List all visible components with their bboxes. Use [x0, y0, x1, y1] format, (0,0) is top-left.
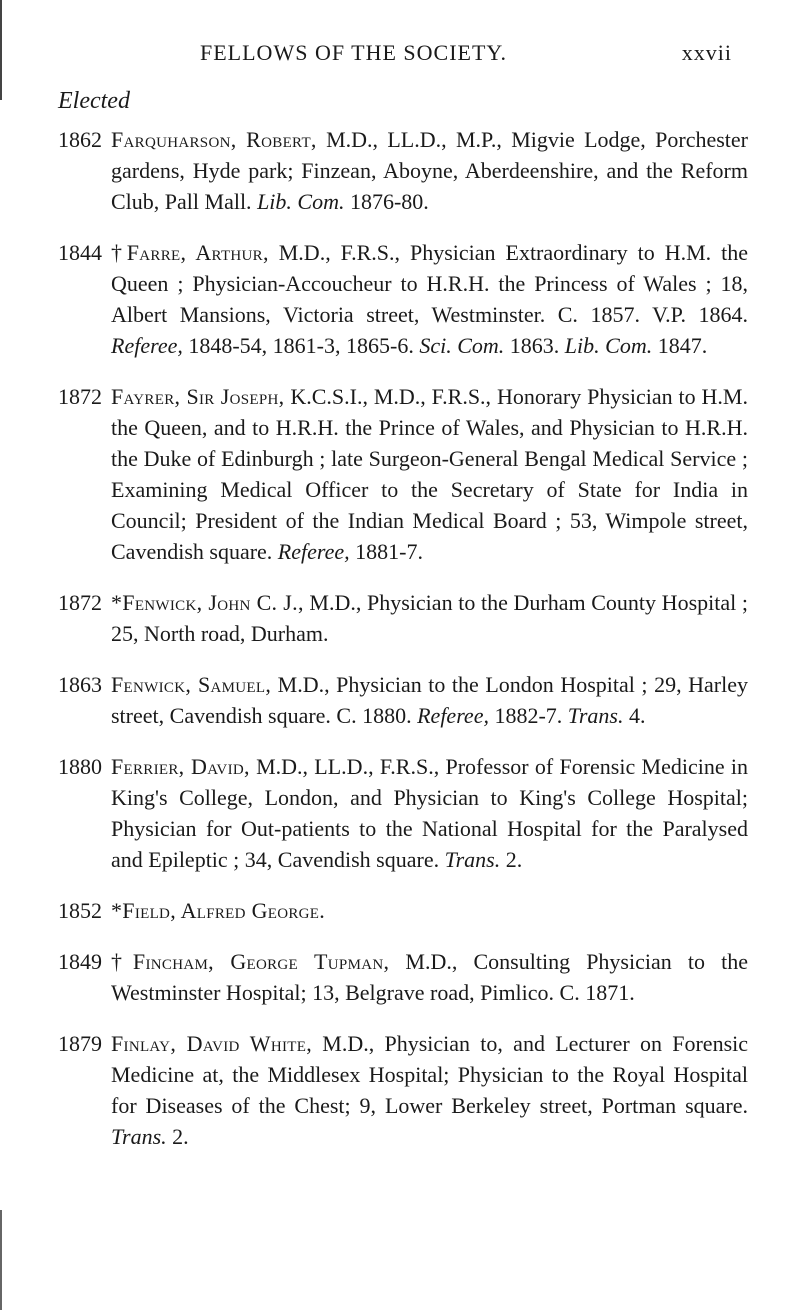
fellow-name: †Fincham, George Tupman, [111, 949, 390, 974]
entry-detail-text: M.D., Consulting Physician to the Westminster Hospital; 13, Belgrave road, Pimlico. C. 1871. [111, 949, 749, 1005]
fellow-entry [58, 587, 748, 649]
entry-detail-text: 1848-54, 1861-3, 1865-6. [182, 333, 420, 358]
header-title: FELLOWS OF THE SOCIETY. [200, 40, 507, 65]
page-number: xxvii [681, 40, 732, 65]
fellow-entry [58, 237, 748, 361]
entry-detail-text: M.D., Physician to the London Hospital ; 29, Harley street, Cavendish square. C. 1880. [111, 672, 748, 728]
entry-year: 1879 [58, 1031, 102, 1056]
entry-detail-text: M.D., LL.D., M.P., Migvie Lodge, Porchester gardens, Hyde park; Finzean, Aboyne, Aberdeenshire, and the Reform Club, Pall Mall. [111, 127, 749, 214]
entry-italic-text: Lib. Com. [257, 189, 345, 214]
entry-detail-text: 1863. [504, 333, 565, 358]
entry-text [111, 669, 748, 731]
fellow-name: Ferrier, David, [111, 754, 250, 779]
entry-detail-text: 1882-7. [488, 703, 568, 728]
entry-year: 1852 [58, 898, 102, 923]
entry-year: 1862 [58, 127, 102, 152]
entry-year: 1863 [58, 672, 102, 697]
entry-year: 1844 [58, 240, 102, 265]
fellow-name: *Field, Alfred George. [111, 898, 326, 923]
fellow-name: *Fenwick, John C. J., [111, 590, 304, 615]
fellow-name: Farquharson, Robert, [111, 127, 317, 152]
entry-year: 1872 [58, 384, 102, 409]
entry-italic-text: Trans. [444, 847, 501, 872]
fellow-entry [58, 751, 748, 875]
entry-text [111, 587, 748, 649]
entry-detail-text: 1876-80. [344, 189, 429, 214]
entry-italic-text: Referee, [111, 333, 183, 358]
elected-label: Elected [58, 88, 130, 114]
entry-year: 1849 [58, 949, 102, 974]
entry-detail-text: M.D., F.R.S., Physician Extraordinary to H.M. the Queen ; Physician-Accoucheur to H.R.H. the Princess of Wales ; 18, Albert Mansions, Victoria street, Westminster. C. 1857. V.P. 1864. [111, 240, 748, 327]
entry-text [111, 124, 748, 217]
entry-text [111, 895, 748, 926]
entry-italic-text: Trans. [111, 1124, 167, 1149]
fellows-list [58, 124, 748, 1172]
fellow-entry [58, 124, 748, 217]
entry-detail-text: M.D., Physician to, and Lecturer on Forensic Medicine at, the Middlesex Hospital; Physician to the Royal Hospital for Diseases of the Chest; 9, Lower Berkeley street, Portman square. [111, 1031, 749, 1118]
entry-italic-text: Sci. Com. [419, 333, 505, 358]
entry-year: 1880 [58, 754, 102, 779]
entry-detail-text: 1881-7. [349, 539, 423, 564]
fellow-name: Fayrer, Sir Joseph, [111, 384, 285, 409]
fellow-name: †Farre, Arthur, [111, 240, 269, 265]
entry-text [111, 237, 748, 361]
running-header [110, 40, 732, 74]
fellow-name: Finlay, David White, [111, 1031, 313, 1056]
fellow-entry [58, 669, 748, 731]
entry-detail-text: 4. [623, 703, 646, 728]
entry-detail-text: M.D., Physician to the Durham County Hospital ; 25, North road, Durham. [111, 590, 748, 646]
entry-detail-text: 2. [166, 1124, 189, 1149]
page-edge-top [0, 0, 8, 100]
entry-detail-text: 1847. [652, 333, 708, 358]
entry-text [111, 1028, 748, 1152]
entry-italic-text: Trans. [567, 703, 624, 728]
entry-detail-text: M.D., LL.D., F.R.S., Professor of Forensic Medicine in King's College, London, and Physician to King's College Hospital; Physician for Out-patients to the National Hospital for the Paralysed and Epileptic ; 34, Cavendish square. [111, 754, 748, 872]
entry-text [111, 946, 748, 1008]
entry-detail-text: 2. [500, 847, 523, 872]
entry-detail-text: K.C.S.I., M.D., F.R.S., Honorary Physician to H.M. the Queen, and to H.R.H. the Prince of Wales, and Physician to H.R.H. the Duke of Edinburgh ; late Surgeon-General Bengal Medical Service ; Examining Medical Officer to the Secretary of State for India in Council; President of the Indian Medical Board ; 53, Wimpole street, Cavendish square. [111, 384, 748, 564]
fellow-entry [58, 895, 748, 926]
fellow-entry [58, 1028, 748, 1152]
fellow-entry [58, 381, 748, 567]
entry-year: 1872 [58, 590, 102, 615]
entry-italic-text: Referee, [277, 539, 350, 564]
entry-italic-text: Lib. Com. [564, 333, 653, 358]
entry-text [111, 381, 748, 567]
entry-text [111, 751, 748, 875]
entry-italic-text: Referee, [417, 703, 489, 728]
page-edge-bottom [0, 1210, 6, 1310]
fellow-entry [58, 946, 748, 1008]
fellow-name: Fenwick, Samuel, [111, 672, 272, 697]
